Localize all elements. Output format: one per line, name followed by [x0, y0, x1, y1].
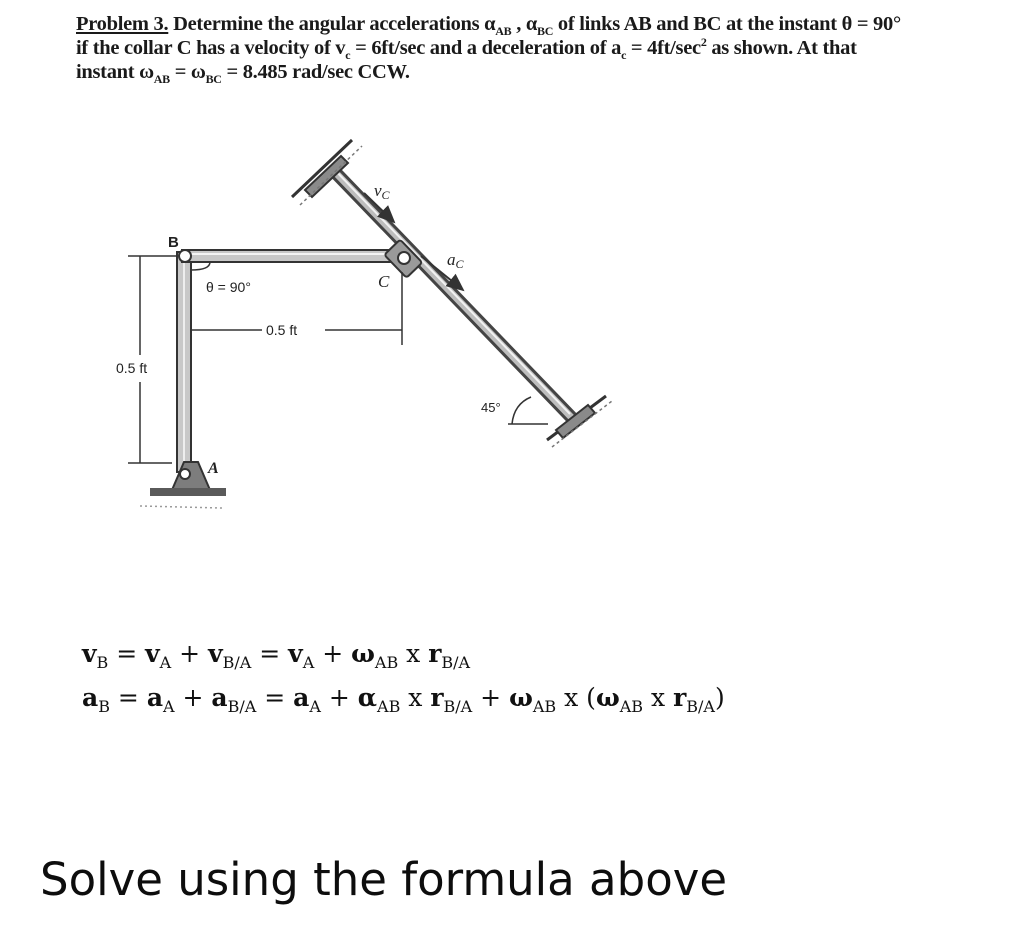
eq2-close: )	[714, 683, 725, 712]
label-vc-main: v	[374, 181, 382, 200]
eq1-plus: +	[171, 639, 209, 668]
sub-bc-2: BC	[205, 72, 222, 87]
eq1-plus-2: +	[314, 639, 352, 668]
eq2-equals-2: =	[256, 683, 294, 712]
label-horizontal-dim: 0.5 ft	[266, 322, 298, 338]
eq2-cross: x	[400, 683, 431, 712]
eq2-r: r	[430, 683, 444, 712]
eq2-sub-rba-2: B/A	[686, 697, 715, 716]
eq2-aba: a	[211, 683, 228, 712]
label-ac-sub: C	[455, 257, 464, 271]
label-theta: θ = 90°	[206, 279, 251, 295]
pin-b	[179, 250, 191, 262]
angle-45-arc	[512, 397, 531, 424]
label-c: C	[378, 272, 390, 291]
eq1-sub-rba: B/A	[441, 653, 471, 672]
eq2-omega: ω	[509, 683, 533, 712]
sup-2: 2	[700, 35, 707, 50]
problem-text-2a: if the collar C has a velocity of v	[76, 37, 346, 59]
pin-c	[398, 252, 410, 264]
sub-c-2: c	[621, 48, 627, 63]
eq1-sub-ab: AB	[374, 653, 399, 672]
eq2-sub-ab-2: AB	[532, 697, 557, 716]
eq2-omega-2: ω	[595, 683, 620, 712]
eq2-plus-2: +	[320, 683, 358, 712]
eq2-sub-ab: AB	[377, 697, 401, 716]
eq2-sub-b: B	[98, 697, 110, 716]
eq1-sub-a-2: A	[302, 653, 315, 672]
label-a: A	[208, 460, 219, 477]
eq1-va: v	[145, 639, 160, 668]
problem-text-3c: = 8.485 rad/sec CCW.	[221, 61, 410, 83]
sub-c: c	[345, 48, 351, 63]
solve-prompt: Solve using the formula above	[40, 853, 728, 906]
eq2-sub-a: A	[163, 697, 175, 716]
eq2-sub-rba: B/A	[443, 697, 473, 716]
eq2-plus: +	[174, 683, 212, 712]
sub-ab: AB	[495, 24, 512, 39]
theta-angle-mark	[191, 262, 240, 270]
eq2-aa: a	[146, 683, 164, 712]
sub-ab-2: AB	[153, 72, 170, 87]
eq2-sub-a-2: A	[309, 697, 321, 716]
problem-text-2b: = 6ft/sec and a deceleration of a	[350, 37, 622, 59]
label-vc	[374, 181, 391, 202]
link-bc	[182, 250, 402, 262]
equations	[82, 632, 725, 720]
inclined-guide-rod	[331, 166, 572, 418]
problem-text-1-tail: of links AB and BC at the instant θ = 90°	[553, 13, 901, 35]
label-ac	[447, 250, 465, 271]
problem-text-2c: = 4ft/sec	[626, 37, 701, 59]
eq2-cross-3: x	[643, 683, 674, 712]
eq2-cross-2: x (	[556, 683, 596, 712]
problem-text-3a: instant ω	[76, 61, 154, 83]
label-angle-45: 45°	[481, 400, 501, 415]
eq1-equals: =	[108, 639, 146, 668]
problem-text-1: Determine the angular accelerations α	[173, 13, 496, 35]
eq2-r-2: r	[673, 683, 687, 712]
eq2-a: a	[82, 683, 99, 712]
eq1-v: v	[82, 639, 97, 668]
velocity-equation	[82, 632, 725, 676]
eq2-plus-3: +	[472, 683, 510, 712]
acceleration-equation	[82, 676, 725, 720]
label-vc-sub: C	[381, 188, 390, 202]
eq1-va-2: v	[288, 639, 303, 668]
eq2-aa-2: a	[293, 683, 310, 712]
problem-comma: , α	[511, 13, 537, 35]
label-vertical-dim: 0.5 ft	[116, 360, 148, 376]
eq1-sub-b: B	[96, 653, 109, 672]
eq2-equals: =	[109, 683, 147, 712]
eq2-alpha: α	[357, 683, 378, 712]
label-b: B	[168, 234, 179, 251]
problem-text-3b: = ω	[169, 61, 206, 83]
link-ab	[177, 252, 191, 472]
eq1-sub-a: A	[159, 653, 172, 672]
problem-label: Problem 3.	[76, 13, 169, 35]
sub-bc: BC	[537, 24, 554, 39]
eq2-sub-ab-3: AB	[619, 697, 644, 716]
label-ac-main: a	[447, 250, 456, 269]
eq1-sub-ba: B/A	[222, 653, 252, 672]
eq2-sub-ba: B/A	[227, 697, 257, 716]
eq1-omega: ω	[351, 639, 375, 668]
eq1-r: r	[428, 639, 442, 668]
eq1-vba: v	[208, 639, 223, 668]
eq1-cross: x	[398, 639, 429, 668]
problem-text-2d: as shown. At that	[706, 37, 857, 59]
eq1-equals-2: =	[251, 639, 289, 668]
